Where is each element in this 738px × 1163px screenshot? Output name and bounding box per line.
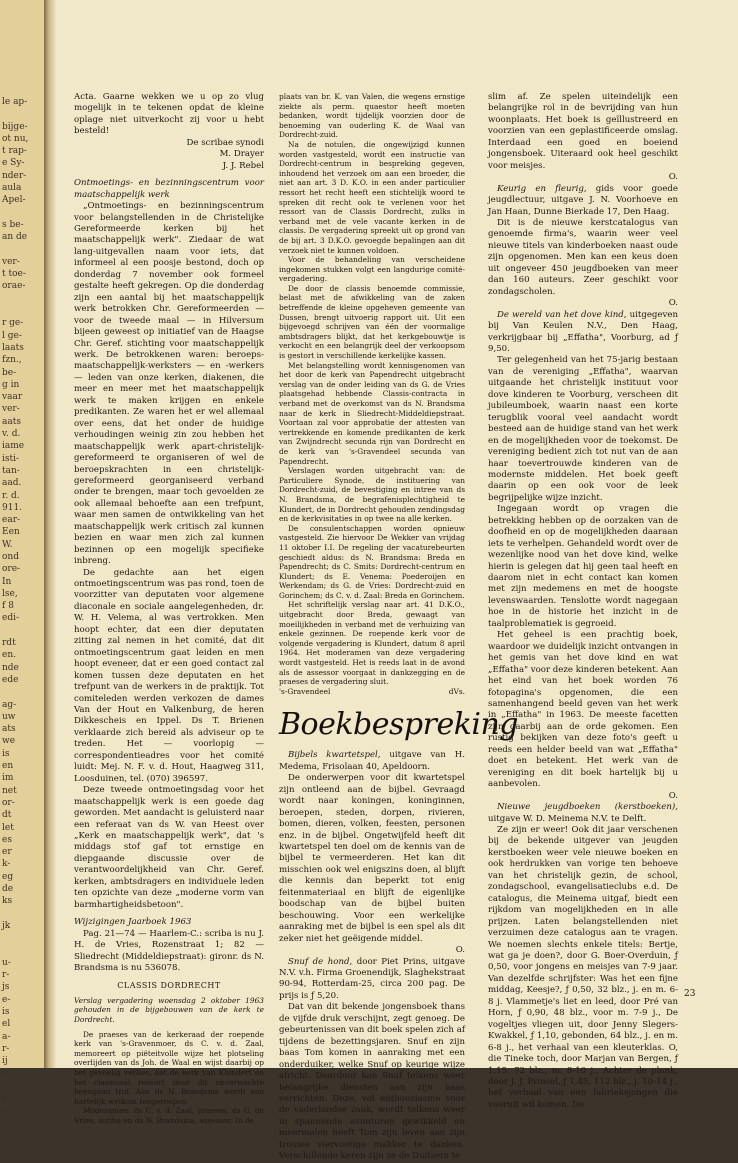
review-signature: O.: [668, 172, 678, 183]
report-paragraph: Met belangstelling wordt kennisgenomen van het door de kerk van Papendrecht uitgebracht verslag van de onder leiding van ds G. de Vries plaatsgehad hebbende Classis-contracta in verband met de overkomst van ds N. Brandsma naar de kerk in Sliedrecht-Middeldiepstraat. Voortaan zal voor approbatie der attesten van vertrekkende en komende predikanten de kerk van Zwijndrecht secunda rijn van Dordrecht en de kerk van 's-Gravendeel secunda van Papendrecht.: [279, 360, 465, 466]
report-paragraph: Verslagen worden uitgebracht van: de Particuliere Synode, de instituering van Dordrecht-zuid, de bevestiging en intree van ds N. Brandsma, de begrafenisplechtigheid te Klundert, de in Dordrecht gehouden zendingsdag en de kerkvisitaties in op twee na alle kerken.: [279, 466, 465, 524]
paragraph: Pag. 21—74 — Haarlem-C.: scriba is nu J. H. de Vries, Rozenstraat 1; 82 — Sliedrecht (Middeldiepstraat): gironr. ds N. Brandsma is nu 536078.: [74, 928, 264, 973]
review-publisher: uitgave W. D. Meinema N.V. te Delft.: [488, 813, 647, 824]
report-paragraph: plaats van br. K. van Valen, die wegens ernstige ziekte als perm. quaestor heeft moeten bedanken, wordt tijdelijk voorzien door de benoeming van ouderling K. de Waal van Dordrecht-zuid.: [279, 92, 465, 140]
report-initials: dVs.: [448, 686, 465, 696]
review-publisher: uitgegeven bij Van Keulen N.V., Den Haag, verkrijgbaar bij „Effatha", Voorburg, ad ƒ 9,50.: [488, 309, 678, 354]
review-body: Ze zijn er weer! Ook dit jaar verschenen bij de bekende uitgever van jeugden kerstboeken weer vele nieuwe boeken en ook herdrukken van vorige ten behoeve van het christelijk gezin, de school, zondagschool, evangelisatieclubs e.d. De catalogus, die Meinema uitgaf, biedt een rijkdom van mogelijkheden en in alle prijzen. Laten belangstellenden niet verzuimen deze catalogus aan te vragen. We noemen slechts enkele titels: Bertje, wat ga je doen?, door G. Boer-Overduin, ƒ 0,50, voor jongens en meisjes van 7-9 jaar. Van dezelfde schrijfster: Was het een fijne middag, Keesje?, ƒ 0,50, 32 blz., j. en m. 6-8 j. Vlammetje's liet en leed, door Pré van Horn, ƒ 0,90, 48 blz., voor m. 7-9 j., De vogeltjes vliegen uit, door Jenny Slegers-Kwakkel, ƒ 1,10, gebonden, 64 blz., j. en m. 6-8 j., het verhaal van een kleuterklas. O, die Tineke toch, door Marjan van Bergen, ƒ 1,15. 72 blz., m. 8-10 j., Achter de plank, door J. J. Prinsel, ƒ 1,45, 112 blz., j. 10-14 j., het verhaal van een fabrieksjongen die vooruit wil komen. De: [488, 825, 678, 1110]
review-signature: O.: [668, 298, 678, 309]
review-body: slim af. Ze spelen uiteindelijk een belangrijke rol in de bevrijding van hun woonplaats. Het boek is geïllustreerd en voorzien van een geplastificeerde omslag. Interdaad een goed en boeiend jongensboek. Uiteraard ook heel geschikt voor meisjes.: [488, 92, 678, 171]
report-subheading: Verslag vergadering woensdag 2 oktober 1963 gehouden in de bijgebouwen van de kerk te Dordrecht.: [74, 995, 264, 1025]
review-title: Snuf de hond,: [288, 956, 353, 967]
report-signature-line: [279, 687, 465, 697]
review-body: Dat van dit bekende jongensboek thans de vijfde druk verschijnt, zegt genoeg. De gebeurtenissen van dit boek spelen zich af tijdens de bezettingsjaren. Snuf en zijn baas Tom komen in aanraking met een onderduiker, welke Snuf op keurige wijze africht. Daardoor kan Snuf telkens weer belangrijke diensten aan zijn baas verrichten. Deze, vol enthousiasme voor de vaderlandse zaak, wordt telkens weer in spannende avonturen gewikkeld en meermalen heeft Tom zijn leven aan zijn trouwe viervoetige makker te danken. Verschillende keren zijn ze de Duitsers te: [279, 1002, 465, 1162]
review-signature: O.: [455, 945, 465, 956]
column-2: [279, 92, 518, 1163]
report-paragraph: De consulentschappen worden opnieuw vastgesteld. Zie hiervoor De Wekker van vrijdag 11 oktober I.I. De regeling der vacaturebeurten geschiedt aldus: ds N. Brandsma: Breda en Papendrecht; ds C. Smits: Dordrecht-centrum en Klundert; ds E. Venema: Poederoijen en Werkendam; ds G. de Vries: Dordrecht-zuid en Gorinchem; ds C. v. d. Zaal: Breda en Gorinchem.: [279, 523, 465, 600]
column-1: [74, 92, 264, 1126]
previous-page-edge: [0, 0, 46, 1116]
report-paragraph: Het schriftelijk verslag naar art. 41 D.K.O., uitgebracht door Breda, gewaagt van moeilijkheden in verband met de verhuizing van enkele gezinnen. De roepende kerk voor de volgende vergadering is Klundert, datum 8 april 1964. Het moderamen van deze vergadering wordt vastgesteld. Het is reeds laat in de avond als de assessor voorgaat in dankzegging en de praeses de vergadering sluit.: [279, 600, 465, 687]
previous-page-text-fragments: le ap- bijge- ot nu, t rap- e Sy- nder- aula Apel- s be- an de ver- t toe- orae- r ge- l ge- laats fzn., be- g in vaar ver- aats v. d. iame isti- tan- aad. r. d. 911. ear- Een W. ond ore- In lse, f 8 edi- rdt en. nde ede ag- uw ats we is en im net or- dt let es er k- eg de ks jk u- r- js e- is el a- r- ij n e s- ls: [2, 97, 29, 1116]
report-paragraph: De door de classis benoemde commissie, belast met de afwikkeling van de zaken betreffende de kleine opgeheven gemeente van Dussen, brengt uitvoerig rapport uit. Uit een bijgevoegd schrijven van één der voormalige ambtsdragers blijkt, dat het kerkgebouwtje is verkocht en een belangrijk deel der verkoopsom is gestort in verschillende kerkelijke kassen.: [279, 283, 465, 361]
review-heading: [488, 310, 678, 356]
review-title: Nieuwe jeugdboeken (kerstboeken),: [497, 802, 678, 813]
signature-rebel: J. J. Rebel: [222, 160, 264, 171]
review-publisher: uitgave van H. Medema, Frisolaan 40, Apeldoorn.: [279, 750, 465, 772]
boekbespreking-title: Boekbespreking: [279, 707, 518, 743]
section-heading-jaarboek: Wijzigingen Jaarboek 1963: [74, 917, 192, 928]
paragraph: De gedachte aan het eigen ontmoetingscentrum was pas rond, toen de voorzitter van deputaten voor algemene diaconale en sociale aangelegenheden, dr. W. H. Velema, al was vertrokken. Men hoopt echter, dat een dier deputaten zitting zal nemen in het comité, dat dit ontmoetingscentrum gaat leiden en men hoopt eveneer, dat er een goed contact zal komen tussen deze deputaten en het trefpunt van de werkers in de praktijk. Tot comiteleden werden verkozen de dames Van der Hout en Valkenburg, de heren Dikkescheis en Ippel. Ds T. Brienen verklaarde zich bereid als adviseur op te treden. Het — voorlopig — correspondentieadres voor het comité luidt: Mej. N. F. v. d. Hout, Haagweg 311, Loosduinen, tel. (070) 396597.: [74, 567, 264, 784]
review-heading: [488, 802, 678, 825]
review-body: Ter gelegenheid van het 75-jarig bestaan van de vereniging „Effatha", waarvan uitgaande het christelijk instituut voor dove kinderen te Voorburg, verscheen dit jubileumboek, waarin naast een korte terugblik vooral veel aandacht wordt besteed aan de huidige stand van het werk en de mogelijkheden voor de toekomst. De vereniging bedient zich tot nut van de aan haar toevertrouwde kinderen van de modernste middelen. Het boek geeft daarin op een ook voor de leek begrijpelijke wijze inzicht.: [488, 355, 678, 503]
signature-scribae: De scribae synodi: [186, 137, 264, 148]
binding-spine: [44, 0, 56, 1068]
review-title: Keurig en fleurig,: [497, 183, 587, 194]
review-body: Ingegaan wordt op vragen die betrekking hebben op de oorzaken van de doofheid en op de mogelijkheden daaraan iets te verhelpen. Gehandeld wordt over de wezenlijke nood van het dove kind, welke hierin is gelegen dat hij geen taal heeft en daarom niet in echt contact kan komen met zijn medemens en met de hoogste levenswaarden. Tenslotte wordt nagegaan hoe in de historie het inzicht in de taalproblematiek is gegroeid.: [488, 504, 678, 629]
review-body: De onderwerpen voor dit kwartetspel zijn ontleend aan de bijbel. Gevraagd wordt naar koningen, koninginnen, beroepen, steden, dorpen, rivieren, bomen, dieren, volken, feesten, personen enz. in de bijbel. Ongetwijfeld heeft dit kwartetspel ten doel om de kennis van de bijbel te vermeerderen. Het kan dit misschien ook wel enigszins doen, al blijft die kennis dan beperkt tot enig feitenmateriaal en blijft de eigenlijke boodschap van de bijbel buiten beschouwing. Voor een werkelijke aanraking met de bijbel is een spel als dit zeker niet het geëigende middel.: [279, 773, 465, 944]
paragraph: „Ontmoetings- en bezinningscentrum voor belangstellenden in de Christelijke Gereformeerde kerken bij het maatschappelijk werk". Ziedaar de wat lang-uitgevallen naam voor iets, dat informeel al een poosje bestond, doch op donderdag 7 november ook formeel gestalte heeft gekregen. Op die donderdag zijn een aantal bij het maatschappelijk werk betrokken Chr. Gereformeerden — voor de tweede maal — in Hilversum bijeen geweest op initiatief van de Haagse Chr. Geref. stichting voor maatschappelijk werk. De betrokkenen waren: beroeps-maatschappelijk-werksters — en -werkers — leden van onze kerken, diakenen, die meer en meer met het maatschappelijk werk te maken krijgen en enkele predikanten. Ze waren het er wel allemaal over eens, dat het onder de huidige verhoudingen weinig zin zou hebben het maatschappelijk werk apart-christelijk-gereformeerd te organiseren of wel de beroepskrachten in een christelijk-gereformeerd georganiseerd verband onder te brengen, maar toch gevoelden ze ook allemaal behoefte aan een trefpunt, waar men samen de ontwikkeling van het maatschappelijk werk critisch zal kunnen bezien en waar men zich zal kunnen bezinnen op een mogelijk specifieke inbreng.: [74, 201, 264, 567]
synod-acta-paragraph: Acta. Gaarne wekken we u op zo vlug mogelijk in te tekenen opdat de kleine oplage niet uitverkocht zij voor u hebt besteld!: [74, 92, 264, 137]
review-title: Bijbels kwartetspel,: [288, 750, 381, 761]
section-heading-ontmoetingscentrum: Ontmoetings- en bezinningscentrum voor maatschappelijk werk: [74, 178, 264, 200]
column-3: [488, 92, 678, 1111]
review-publisher: gids voor goede jeugdlectuur, uitgave J. N. Voorhoeve en Jan Haan, Dunne Bierkade 17, Den Haag.: [488, 183, 678, 217]
review-body: Dit is de nieuwe kerstcatalogus van genoemde firma's, waarin weer veel nieuwe titels van kinderboeken naast oude zijn opgenomen. Men kan een keus doen uit ongeveer 450 jeugdboeken van meer dan 160 auteurs. Zeer geschikt voor zondagscholen.: [488, 217, 678, 297]
section-heading-classis: CLASSIS DORDRECHT: [117, 981, 221, 991]
report-paragraph: Na de notulen, die ongewijzigd kunnen worden vastgesteld, wordt een instructie van Dordrecht-centrum in bespreking gegeven, inhoudend het verzoek om aan een broeder, die niet aan art. 3 D. K.O. in een ander particulier ressort het recht heeft een stichtelijk woord te spreken dit recht ook te verlenen voor het ressort van de Classis Dordrecht, zulks in verband met de vele vacante kerken in de classis. De vergadering spreekt uit op grond van de bij art. 3 D.K.O. gevoegde bepalingen aan dit verzoek niet te kunnen voldoen.: [279, 139, 465, 255]
report-paragraph: De praeses van de kerkeraad der roepende kerk van 's-Gravenmoer, ds C. v. d. Zaal, memoreert op piëteitvolle wijze het plotseling overlijden van ds Joh. de Waal en wijst daarbij op het gevoelig verlies, dat de kerk van Klundert en het classicaal ressort door dit onverwachte heengaan trof. Aan ds N. Brandsma wordt een hartelijk welkom toegeroepen.: [74, 1029, 264, 1106]
review-title: De wereld van het dove kind,: [497, 309, 627, 320]
review-publisher: door Piet Prins, uitgave N.V. v.h. Firma Groenendijk, Slaghekstraat 90-94, Rotterdam-25, circa 200 pag. De prijs is ƒ 5,20.: [279, 956, 465, 1001]
report-paragraph: Voor de behandeling van verscheidene ingekomen stukken volgt een langdurige comité-vergadering.: [279, 255, 465, 284]
page-number: 23: [684, 989, 696, 999]
paragraph: Deze tweede ontmoetingsdag voor het maatschappelijk werk is een goede dag geworden. Met aandacht is geluisterd naar een referaat van ds W. van Heest over „Kerk en maatschappelijk werk", dat 's middags stof gaf tot ernstige en diepgaande discussie over de verantwoordelijkheid van Chr. Geref. kerken, ambtsdragers en individuele leden ten opzichte van deze „moderne vorm van barmhartigheidsbetoon".: [74, 785, 264, 910]
report-place: 's-Gravendeel: [279, 686, 331, 696]
review-heading: [488, 184, 678, 218]
review-signature: O.: [668, 790, 678, 801]
review-heading: [279, 957, 465, 1003]
report-paragraph: Moderamen: ds C. v. d. Zaal, praeses; ds G. de Vries, scriba en ds N. Brandsma, assessor. In de: [74, 1106, 264, 1126]
review-heading: [279, 750, 465, 773]
review-body: Het geheel is een prachtig boek, waardoor we duidelijk inzicht ontvangen in het gemis van het dove kind en wat „Effatha" voor deze kinderen betekent. Aan het eind van het boek worden 76 fotopagina's opgenomen, die een samenhangend beeld geven van het werk in „Effatha" in 1963. De meeste facetten zijn daarbij aan de orde gekomen. Een rustig bekijken van deze foto's geeft u reeds een helder beeld van wat „Effatha" doet en betekent. Het werk van de vereniging en dit boek hartelijk bij u aanbevolen.: [488, 630, 678, 790]
signature-drayer: M. Drayer: [219, 149, 264, 160]
